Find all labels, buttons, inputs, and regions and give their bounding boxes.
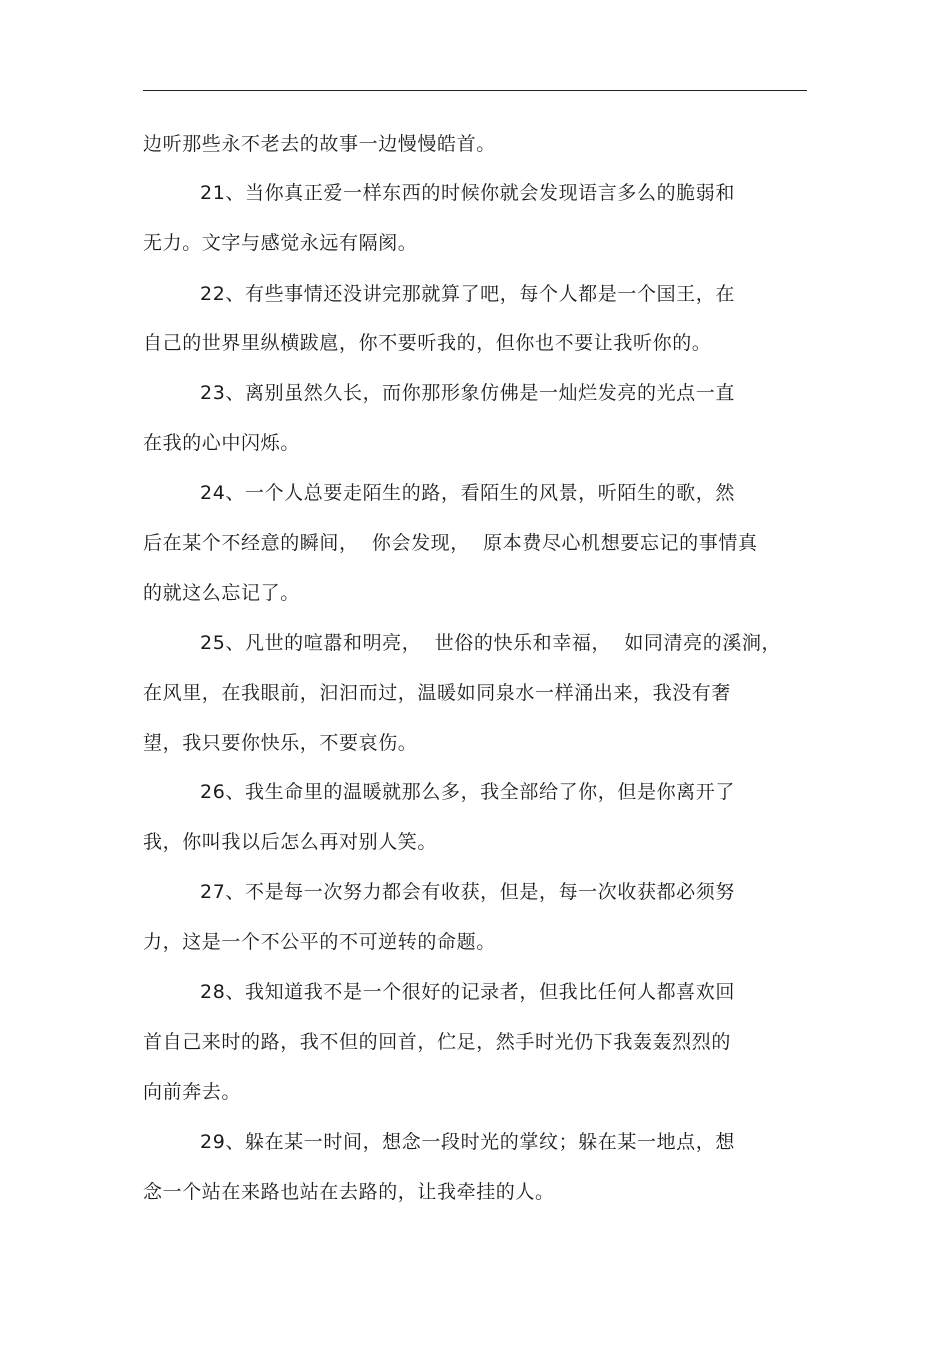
- text-line: 26、我生命里的温暖就那么多，我全部给了你，但是你离开了: [200, 781, 735, 803]
- text-line: 望，我只要你快乐，不要哀伤。: [143, 732, 418, 754]
- text-line: 我，你叫我以后怎么再对别人笑。: [143, 831, 438, 853]
- text-line: 首自己来时的路，我不但的回首，伫足，然手时光仍下我轰轰烈烈的: [143, 1031, 732, 1053]
- text-line: 28、我知道我不是一个很好的记录者，但我比任何人都喜欢回: [200, 981, 735, 1003]
- text-line: 在我的心中闪烁。: [143, 432, 300, 454]
- text-line: 24、一个人总要走陌生的路，看陌生的风景，听陌生的歌，然: [200, 482, 735, 504]
- text-line: 29、躲在某一时间，想念一段时光的掌纹；躲在某一地点，想: [200, 1131, 735, 1153]
- text-line: 无力。文字与感觉永远有隔阂。: [143, 232, 418, 254]
- text-line: 向前奔去。: [143, 1081, 242, 1103]
- text-line: 的就这么忘记了。: [143, 582, 300, 604]
- text-line: 念一个站在来路也站在去路的，让我牵挂的人。: [143, 1181, 555, 1203]
- text-line: 边听那些永不老去的故事一边慢慢皓首。: [143, 133, 496, 155]
- text-line: 在风里，在我眼前，汩汩而过，温暖如同泉水一样涌出来，我没有奢: [143, 682, 732, 704]
- header-rule: [143, 90, 807, 91]
- text-line: 力，这是一个不公平的不可逆转的命题。: [143, 931, 496, 953]
- text-line: 后在某个不经意的瞬间， 你会发现， 原本费尽心机想要忘记的事情真: [143, 532, 758, 554]
- text-line: 27、不是每一次努力都会有收获，但是，每一次收获都必须努: [200, 881, 735, 903]
- text-line: 23、离别虽然久长，而你那形象仿佛是一灿烂发亮的光点一直: [200, 382, 735, 404]
- text-line: 21、当你真正爱一样东西的时候你就会发现语言多么的脆弱和: [200, 182, 735, 204]
- text-line: 自己的世界里纵横跋扈，你不要听我的，但你也不要让我听你的。: [143, 332, 712, 354]
- text-line: 22、有些事情还没讲完那就算了吧，每个人都是一个国王，在: [200, 283, 735, 305]
- text-line: 25、凡世的喧嚣和明亮， 世俗的快乐和幸福， 如同清亮的溪涧，: [200, 632, 782, 654]
